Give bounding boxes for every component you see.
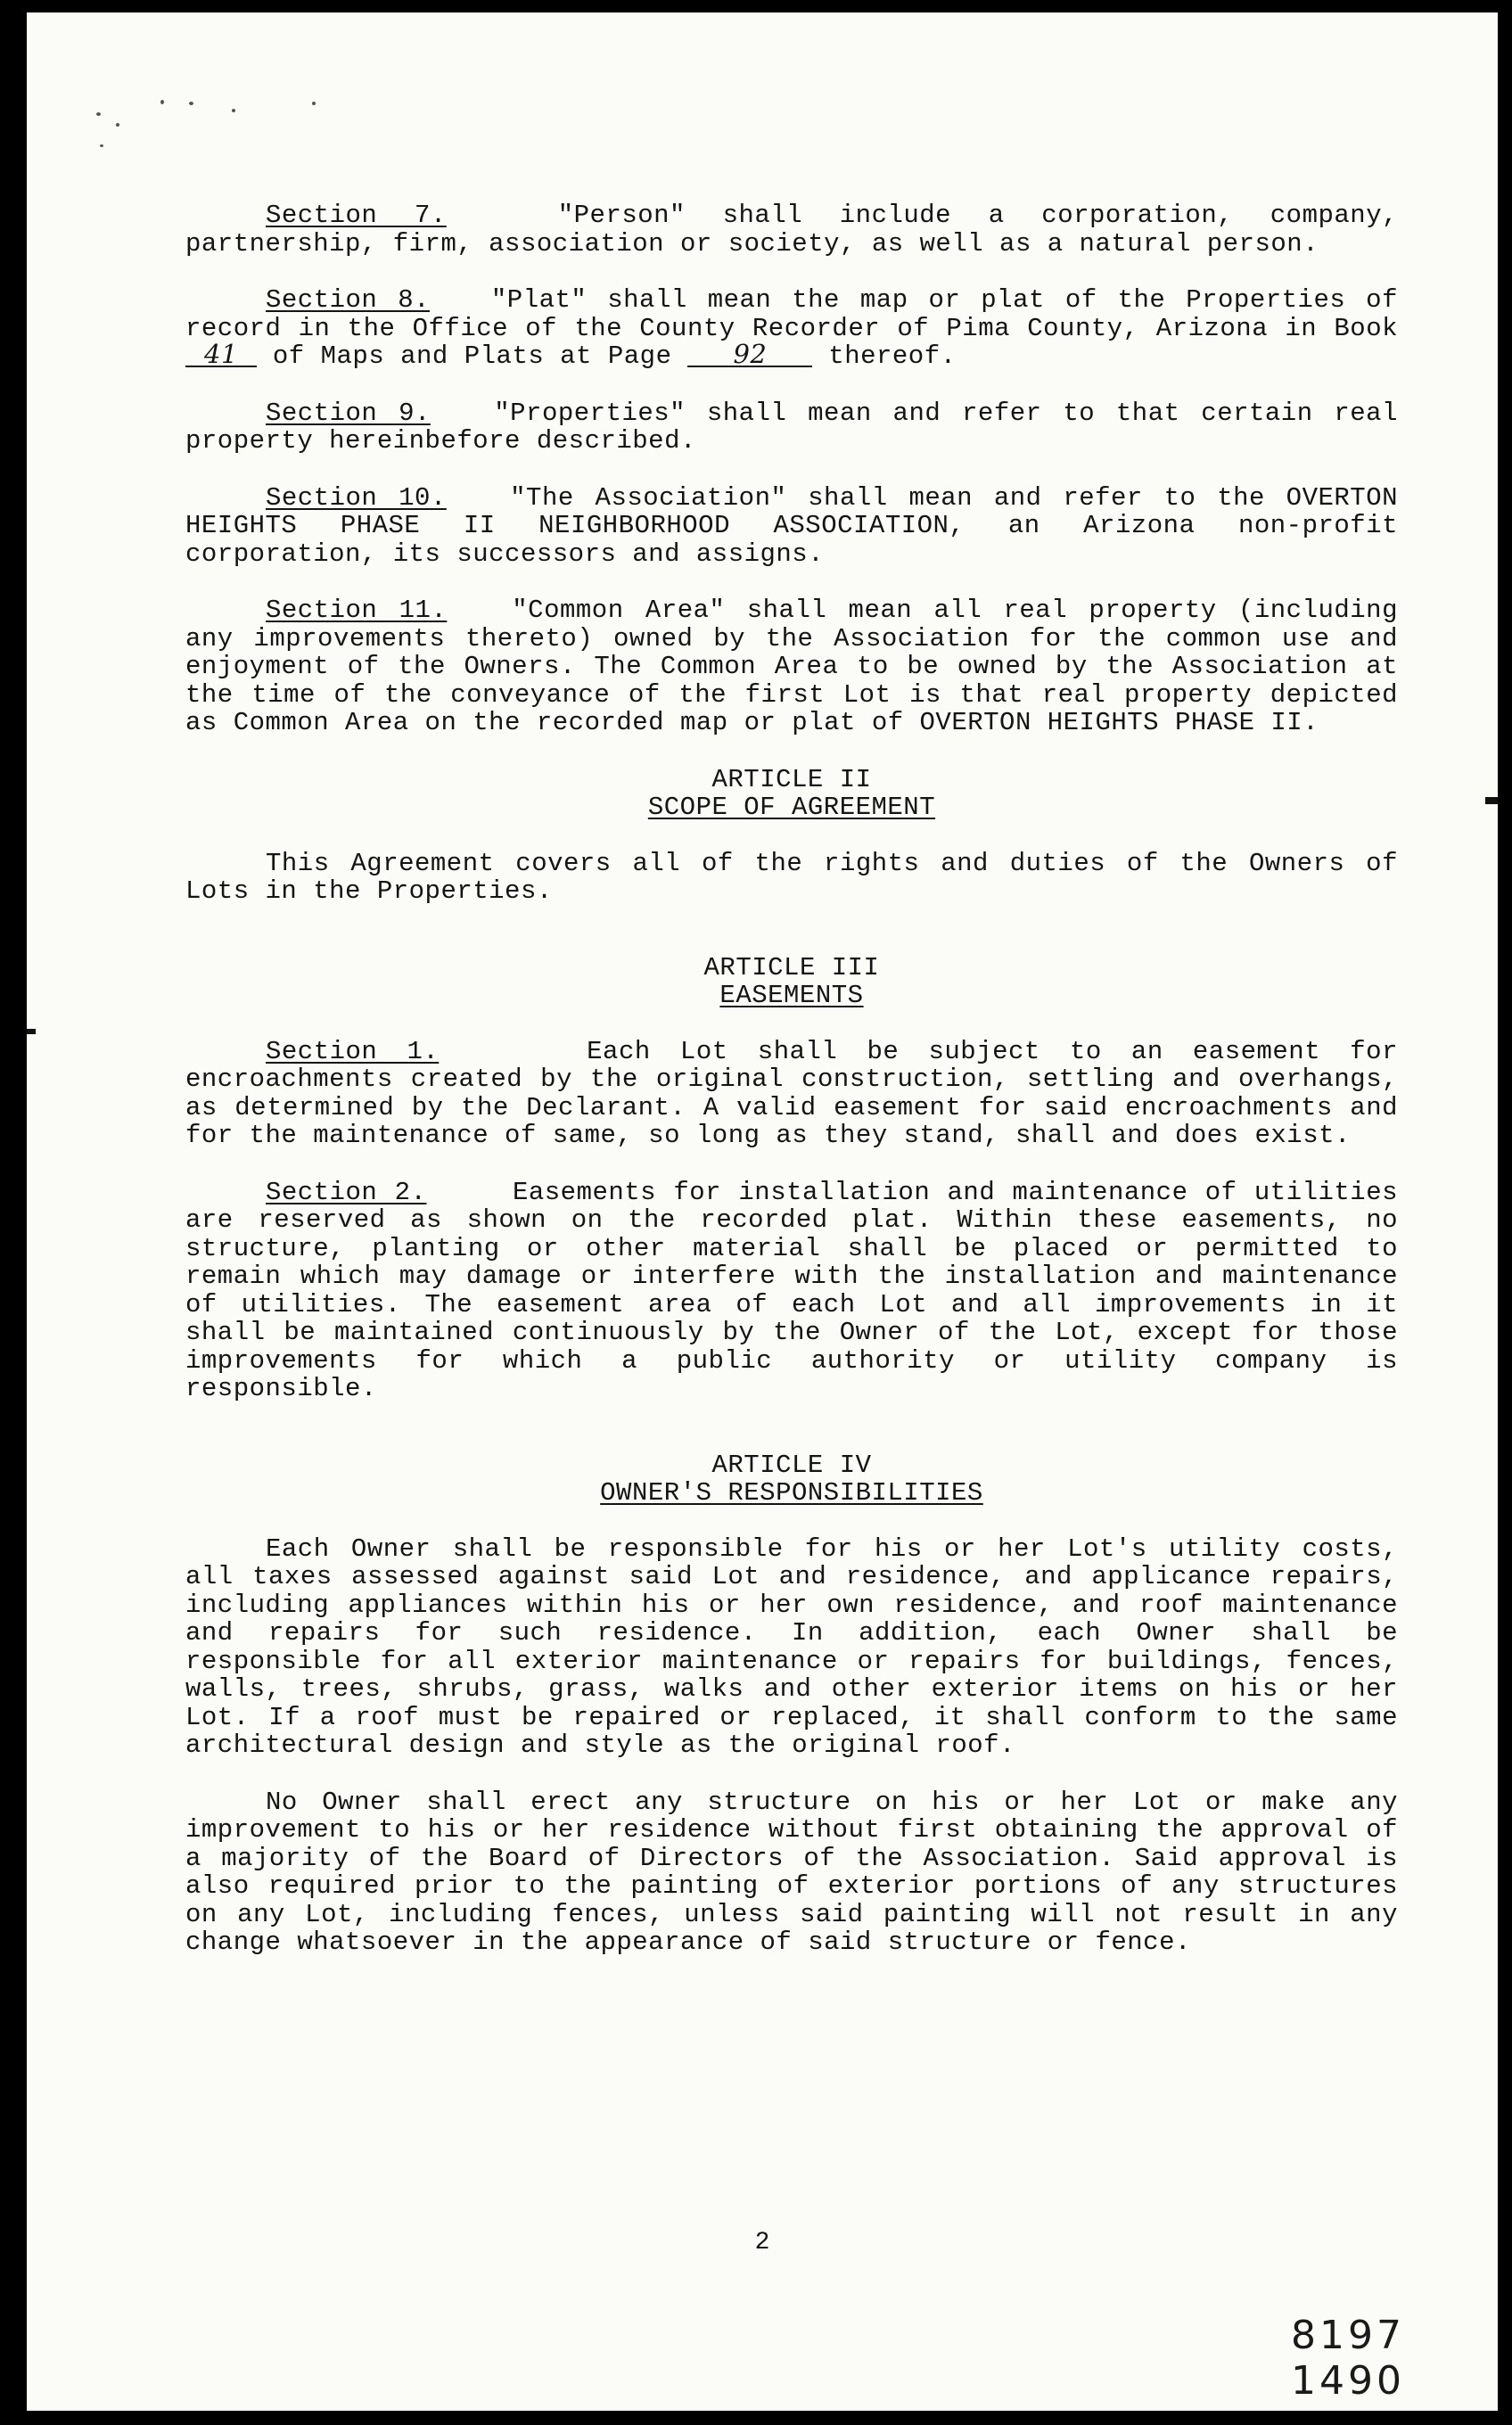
page-number-handwritten: 92 <box>687 342 812 367</box>
section-10 <box>185 484 1398 569</box>
section-label: Section 11. <box>266 596 448 625</box>
article-2-heading <box>185 766 1398 822</box>
section-text: "Properties" shall mean and refer to that certain real property hereinbefore described. <box>185 398 1398 456</box>
section-label: Section 2. <box>266 1177 427 1207</box>
article-number: ARTICLE III <box>703 952 880 982</box>
paragraph-text: Each Owner shall be responsible for his or her Lot's utility costs, all taxes assessed against said Lot and residence, and applicance repairs, including appliances within his or her own residence, and roof maintenance and repairs for such residence. In addition, each Owner shall be responsible for all exterior maintenance or repairs for buildings, fences, walls, trees, shrubs, grass, walks and other exterior items on his or her Lot. If a roof must be repaired or replaced, it shall conform to the same architectural design and style as the original roof. <box>185 1533 1398 1760</box>
article-title: SCOPE OF AGREEMENT <box>647 793 936 822</box>
easement-section-2 <box>185 1179 1398 1403</box>
scan-edge-mark <box>1485 797 1498 804</box>
section-label: Section 1. <box>266 1036 440 1066</box>
easement-section-1 <box>185 1038 1398 1150</box>
section-label: Section 10. <box>266 482 447 513</box>
section-7 <box>185 201 1398 258</box>
section-label: Section 8. <box>266 285 431 315</box>
section-label: Section 7. <box>266 201 447 230</box>
section-8 <box>185 286 1398 371</box>
section-text: Easements for installation and maintenance of utilities are reserved as shown on the recorded plat. Within these easements, no structure, planting or other material shall be placed or permitted to remain which may damage or interfere with the installation and maintenance of utilities. The easement area of each Lot and all improvements in it shall be maintained continuously by the Owner of the Lot, except for those improvements for which a public authority or utility company is responsible. <box>185 1177 1399 1403</box>
scan-speck <box>100 144 103 147</box>
scan-speck <box>96 112 101 116</box>
document-body <box>185 201 1398 1985</box>
scan-speck <box>160 100 164 104</box>
article-4-heading <box>185 1451 1398 1508</box>
article-title: OWNER'S RESPONSIBILITIES <box>600 1478 983 1508</box>
scan-speck <box>116 123 119 127</box>
section-text-mid: of Maps and Plats at Page <box>272 341 672 371</box>
article-2-body <box>185 850 1398 906</box>
scan-edge-mark <box>27 1029 36 1034</box>
article-title: EASEMENTS <box>719 981 864 1010</box>
owner-responsibilities-paragraph-2 <box>185 1788 1398 1957</box>
article-number: ARTICLE II <box>711 764 872 794</box>
section-text: "Common Area" shall mean all real property (including any improvements thereto) owned by the Association for the common use and enjoyment of the Owners. The Common Area to be owned by the Association at the time of the conveyance of the first Lot is that real property depicted as Common Area on the recorded map or plat of OVERTON HEIGHTS PHASE II. <box>185 596 1398 737</box>
article-3-heading <box>185 954 1398 1010</box>
section-text: "Person" shall include a corporation, company, partnership, firm, association or society, as well as a natural person. <box>185 201 1398 259</box>
paragraph-text: No Owner shall erect any structure on his or her Lot or make any improvement to his or her residence without first obtaining the approval of a majority of the Board of Directors of the Association. Said approval is also required prior to the painting of exterior portions of any structures on any Lot, including fences, unless said painting will not result in any change whatsoever in the appearance of said structure or fence. <box>185 1787 1398 1957</box>
section-text: "The Association" shall mean and refer to the OVERTON HEIGHTS PHASE II NEIGHBORHOOD ASSOCIATION, an Arizona non-profit corporation, its successors and assigns. <box>185 482 1398 569</box>
section-text-end: thereof. <box>828 341 957 371</box>
book-number-handwritten: 41 <box>185 342 257 367</box>
scan-speck <box>312 102 316 105</box>
section-text: "Plat" shall mean the map or plat of the Properties of record in the Office of the County Recorder of Pima County, Arizona in Book <box>185 285 1398 343</box>
recording-stamp: 8197 1490 <box>1291 2313 1405 2404</box>
section-9 <box>185 399 1398 456</box>
article-number: ARTICLE IV <box>711 1450 872 1480</box>
scan-speck <box>189 102 193 105</box>
owner-responsibilities-paragraph-1 <box>185 1535 1398 1760</box>
scan-speck <box>232 109 235 112</box>
section-text: Each Lot shall be subject to an easement for encroachments created by the original construction, settling and overhangs, as determined by the Declarant. A valid easement for said encroachments and for the maintenance of same, so long as they stand, shall and does exist. <box>185 1036 1398 1150</box>
paragraph-text: This Agreement covers all of the rights and duties of the Owners of Lots in the Properties. <box>185 848 1398 906</box>
document-page <box>27 12 1498 2411</box>
page-number: 2 <box>754 2229 770 2256</box>
section-label: Section 9. <box>266 398 431 428</box>
section-11 <box>185 596 1398 737</box>
